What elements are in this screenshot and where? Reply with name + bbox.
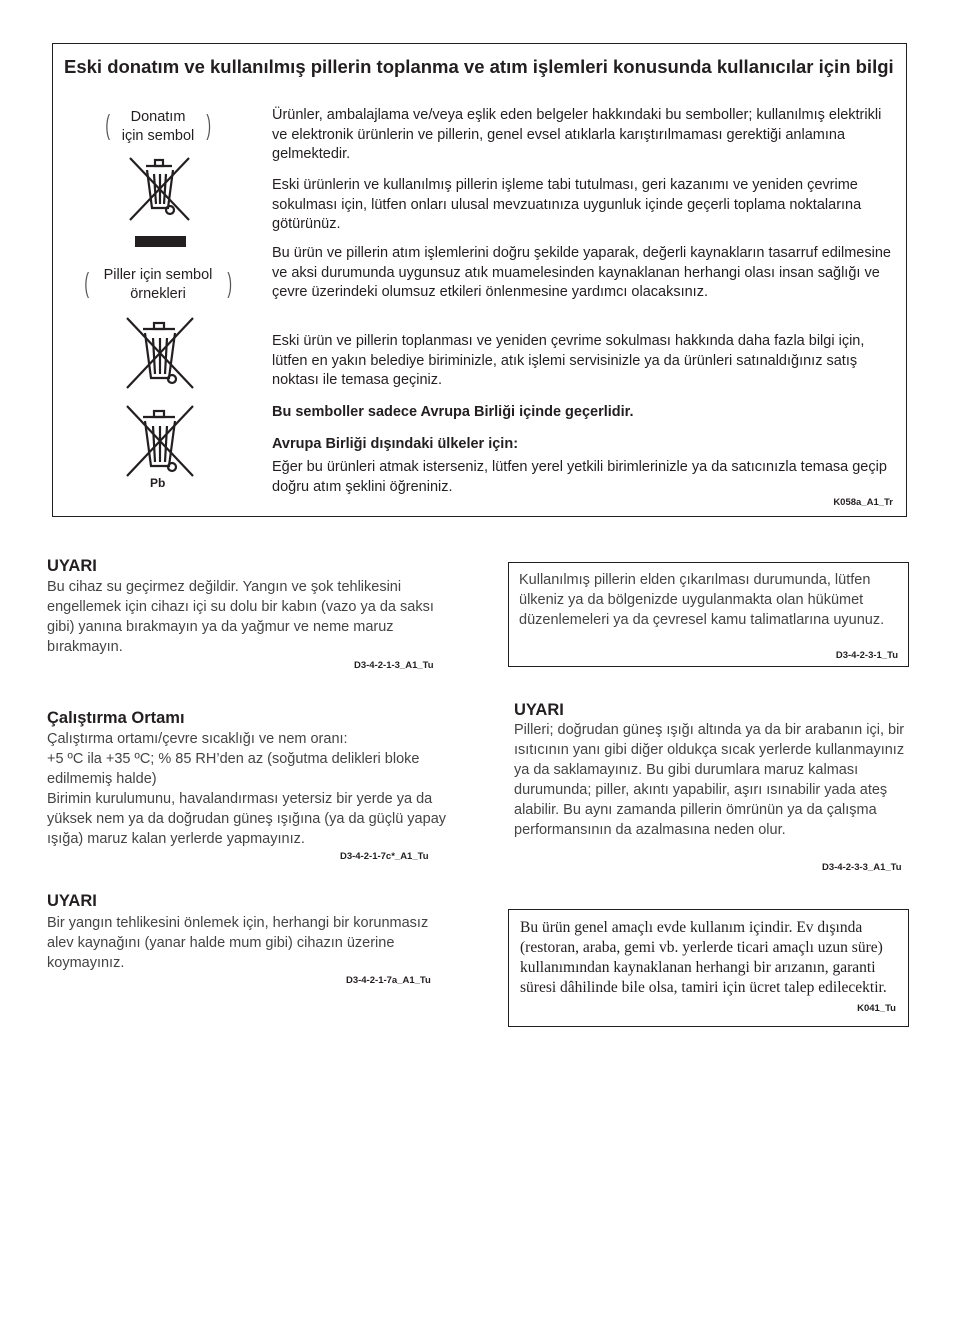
crossed-bin-battery-pb-icon xyxy=(125,404,195,478)
home-use-text: Bu ürün genel amaçlı evde kullanım içindir. Ev dışında (restoran, araba, gemi vb. yerlerde ticari amaçlı uzun süre) kullanımından kaynaklanan herhangi bir arızanın, garanti süresi dâhilinde bile olsa, tamiri için ücret talep edilecektir. xyxy=(520,919,887,996)
disposal-paragraph-5: Eğer bu ürünleri atmak isterseniz, lütfen yerel yetkili birimlerinizle ya da satıcınızla temasa geçip doğru atım şeklini öğreniniz. xyxy=(272,459,887,495)
operating-environment-title: Çalıştırma Ortamı xyxy=(47,709,185,727)
non-eu-heading: Avrupa Birliği dışındaki ülkeler için: xyxy=(272,436,519,452)
crossed-bin-battery-icon xyxy=(125,316,195,390)
disposal-paragraph-4: Eski ürün ve pillerin toplanması ve yeniden çevrime sokulması hakkında daha fazla bilgi için, lütfen en yakın belediye biriminizle, atık işlemi servisinizle ya da ürünleri satınaldığınız satış noktası ile temasa geçiniz. xyxy=(272,333,865,388)
home-use-code: K041_Tu xyxy=(857,1003,896,1014)
warning-water-code: D3-4-2-1-3_A1_Tu xyxy=(354,660,434,671)
battery-disposal-box xyxy=(508,562,909,667)
warning-water-text: Bu cihaz su geçirmez değildir. Yangın ve şok tehlikesini engellemek için cihazı içi su dolu bir kabın (vazo ya da saksı gibi) yanına bırakmayın ya da yağmur ve neme maruz bırakmayın. xyxy=(47,579,434,655)
equipment-symbol-label: ( Donatım için sembol ) xyxy=(116,108,200,146)
disposal-paragraph-2: Eski ürünlerin ve kullanılmış pillerin işleme tabi tutulması, geri kazanımı ve yeniden çevrime sokulması için, lütfen onları ulusal mevzuatınıza uygunluk içinde geçerli toplama noktalarına götürünüz. xyxy=(272,177,862,232)
warning-battery-text: Pilleri; doğrudan güneş ışığı altında ya da bir arabanın içi, bir ısıtıcının yanı gibi diğer oldukça sıcak yerlerde kullanmayınız ya da saklamayınız. Bu gibi durumlara maruz kalması durumunda; piller, akıntı yapabilir, aşırı ısınabilir yada ateş alabilir. Bu aynı zamanda pillerin ömrünün ya da çalışma performansının da azalmasına neden olur. xyxy=(514,722,905,838)
home-use-box xyxy=(508,909,909,1027)
disposal-info-box xyxy=(52,43,907,517)
pb-label: Pb xyxy=(150,476,166,490)
black-bar-mark xyxy=(135,236,186,247)
operating-line-2: +5 ºC ila +35 ºC; % 85 RH’den az (soğutma delikleri bloke edilmemiş halde) xyxy=(47,751,420,787)
warning-flame-title: UYARI xyxy=(47,892,97,910)
eu-validity-note: Bu semboller sadece Avrupa Birliği içinde geçerlidir. xyxy=(272,404,634,420)
disposal-title: Eski donatım ve kullanılmış pillerin toplanma ve atım işlemleri konusunda kullanıcılar için bilgi xyxy=(64,56,894,77)
warning-flame-code: D3-4-2-1-7a_A1_Tu xyxy=(346,975,431,986)
operating-line-1: Çalıştırma ortamı/çevre sıcaklığı ve nem oranı: xyxy=(47,731,348,747)
disposal-code: K058a_A1_Tr xyxy=(833,497,893,508)
disposal-paragraph-3: Bu ürün ve pillerin atım işlemlerini doğru şekilde yaparak, değerli kaynakların tasarruf edilmesine ve aksi durumunda uygunsuz atık muamelesinden kaynaklanan herhangi olası insan sağlığı ve çevre üzerindeki olumsuz etkileri önlenmesine yardımcı olacaksınız. xyxy=(272,245,891,300)
battery-symbol-label: ( Piller için sembol örnekleri ) xyxy=(95,266,221,304)
warning-battery-code: D3-4-2-3-3_A1_Tu xyxy=(822,862,902,873)
disposal-paragraph-1: Ürünler, ambalajlama ve/veya eşlik eden belgeler hakkındaki bu semboller; kullanılmış elektrikli ve elektronik ürünlerin ve pillerin, genel evsel atıklarla karıştırılmaması gerektiği anlamına gelmektedir. xyxy=(272,107,882,162)
operating-line-3: Birimin kurulumunu, havalandırması yetersiz bir yerde ya da yüksek nem ya da doğrudan güneş ışığına (ya da güçlü yapay ışığa) maruz kalan yerlerde yapmayınız. xyxy=(47,791,447,847)
warning-flame-text: Bir yangın tehlikesini önlemek için, herhangi bir korunmasız alev kaynağını (yanar halde mum gibi) cihazın üzerine koymayınız. xyxy=(47,915,429,971)
battery-disposal-text: Kullanılmış pillerin elden çıkarılması durumunda, lütfen ülkeniz ya da bölgenizde uygulanmakta olan hükümet düzenlemeleri ya da çevresel kamu talimatlarına uyunuz. xyxy=(519,572,885,628)
operating-code: D3-4-2-1-7c*_A1_Tu xyxy=(340,851,429,862)
warning-battery-title: UYARI xyxy=(514,701,564,719)
crossed-bin-equipment-icon xyxy=(127,154,193,224)
battery-disposal-code: D3-4-2-3-1_Tu xyxy=(835,650,898,661)
warning-water-title: UYARI xyxy=(47,557,97,575)
